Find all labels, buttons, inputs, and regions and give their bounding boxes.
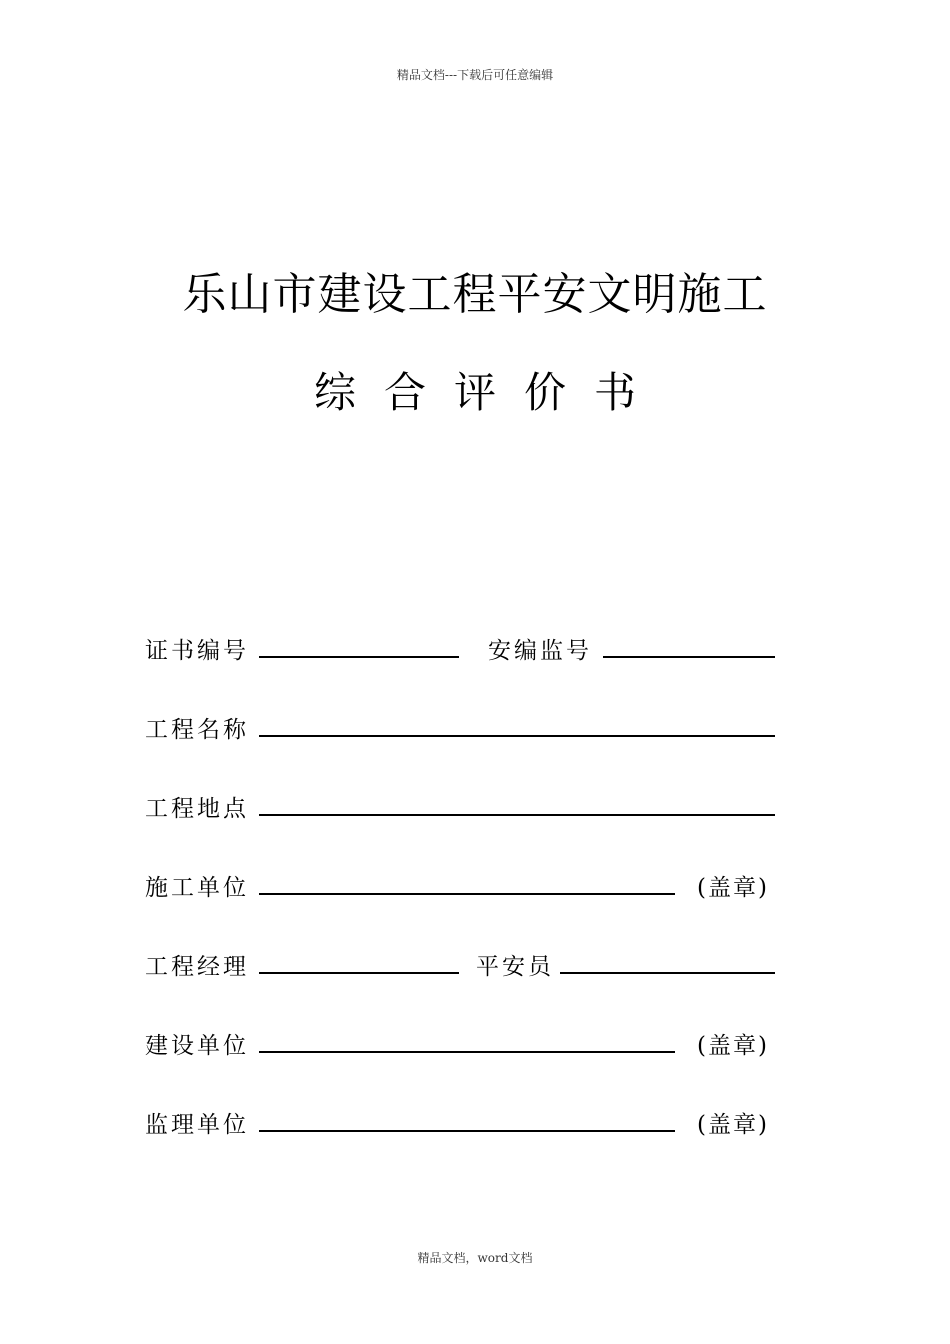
construction-unit-stamp-note: (盖章) [697,875,769,901]
document-subtitle: 综合评价书 [313,368,664,417]
safety-officer-label: 平安员 [476,954,554,980]
project-manager-field[interactable] [259,972,459,974]
page-header-note: 精品文档---下载后可任意编辑 [396,68,554,82]
owner-unit-field[interactable] [259,1051,675,1053]
supervision-no-label: 安编监号 [488,638,592,664]
project-location-label: 工程地点 [145,796,249,822]
supervision-unit-label: 监理单位 [145,1112,249,1138]
certificate-no-label: 证书编号 [145,638,249,664]
project-manager-label: 工程经理 [145,954,249,980]
supervision-no-field[interactable] [603,656,775,658]
document-title: 乐山市建设工程平安文明施工 [182,269,768,320]
project-name-field[interactable] [259,735,775,737]
project-location-field[interactable] [259,814,775,816]
certificate-no-field[interactable] [259,656,459,658]
owner-unit-label: 建设单位 [145,1033,249,1059]
supervision-unit-field[interactable] [259,1130,675,1132]
project-name-label: 工程名称 [145,717,249,743]
page-footer-note: 精品文档，word文档 [417,1251,533,1265]
construction-unit-field[interactable] [259,893,675,895]
owner-unit-stamp-note: (盖章) [697,1033,769,1059]
supervision-unit-stamp-note: (盖章) [697,1112,769,1138]
safety-officer-field[interactable] [560,972,775,974]
construction-unit-label: 施工单位 [145,875,249,901]
